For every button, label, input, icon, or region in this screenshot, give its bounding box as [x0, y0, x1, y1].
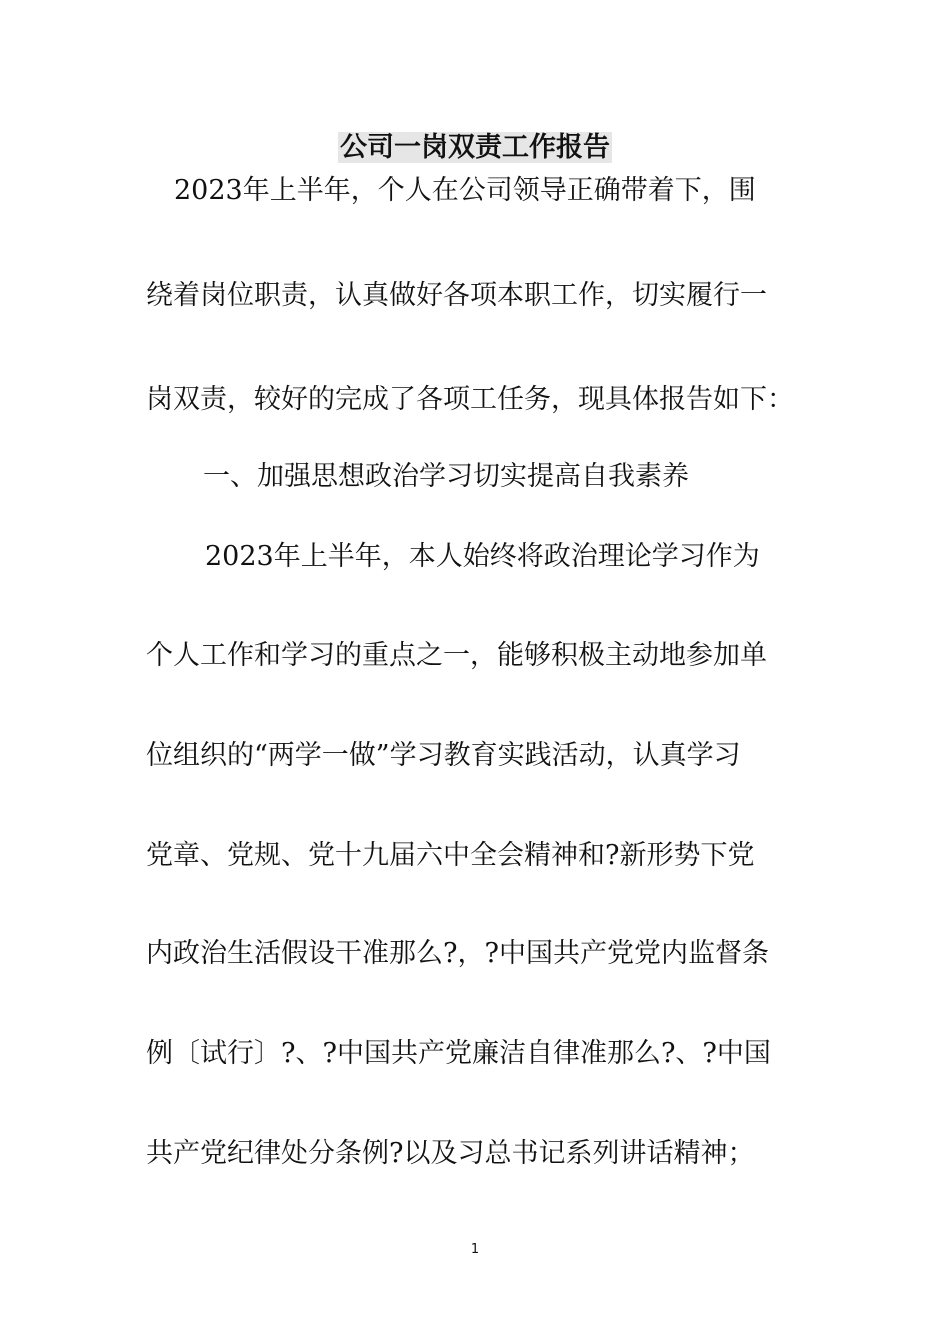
paragraph-line: 个人工作和学习的重点之一，能够积极主动地参加单 [146, 640, 767, 671]
page-number: 1 [470, 1242, 480, 1257]
section-heading: 一、加强思想政治学习切实提高自我素养 [203, 461, 689, 492]
paragraph-line: 例〔试行〕?、?中国共产党廉洁自律准那么?、?中国 [146, 1038, 771, 1069]
paragraph-line: 2023年上半年，个人在公司领导正确带着下，围 [174, 175, 756, 206]
title-text: 公司一岗双责工作报告 [340, 132, 610, 163]
paragraph-line: 共产党纪律处分条例?以及习总书记系列讲话精神； [146, 1138, 755, 1169]
paragraph-line: 岗双责，较好的完成了各项工任务，现具体报告如下： [146, 384, 794, 415]
paragraph-line: 内政治生活假设干准那么?，?中国共产党党内监督条 [146, 938, 769, 969]
paragraph-line: 党章、党规、党十九届六中全会精神和?新形势下党 [146, 840, 755, 871]
paragraph-line: 位组织的“两学一做”学习教育实践活动，认真学习 [146, 740, 741, 771]
paragraph-line: 绕着岗位职责，认真做好各项本职工作，切实履行一 [146, 280, 767, 311]
document-title [0, 128, 950, 168]
paragraph-line: 2023年上半年，本人始终将政治理论学习作为 [205, 541, 760, 572]
